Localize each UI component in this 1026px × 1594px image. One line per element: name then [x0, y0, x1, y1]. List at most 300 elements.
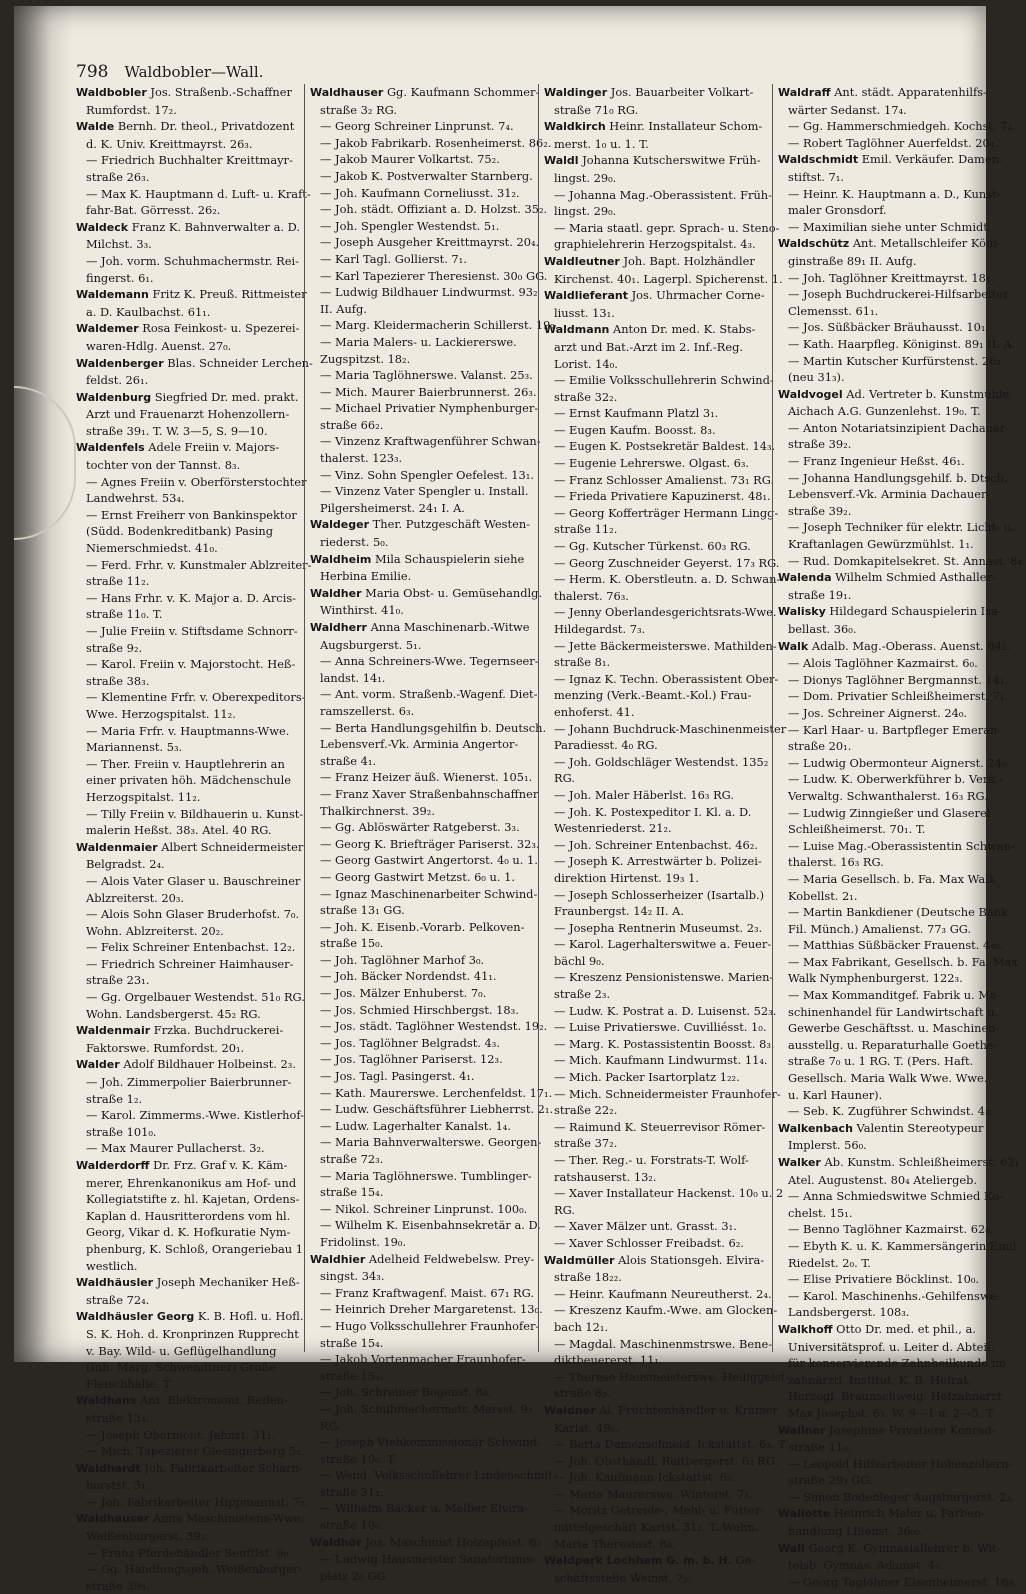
directory-entry-line — [778, 1238, 1017, 1255]
entry-text: Lebensverf.-Vk. Arminia Angertor- — [320, 737, 519, 752]
directory-entry-line — [76, 789, 294, 806]
directory-entry-line — [310, 952, 528, 969]
directory-entry-heading — [76, 1157, 294, 1175]
directory-entry-line — [544, 986, 762, 1003]
entry-text: — Joseph Techniker für elektr. Licht- u. — [788, 520, 1015, 535]
directory-entry-line — [778, 135, 996, 152]
directory-entry-heading — [544, 253, 762, 271]
entry-text: Josephine Privatiere Konrad- — [825, 1422, 996, 1437]
column-3 — [538, 84, 790, 1585]
entry-text: — Johanna Handlungsgehilf. b. Dtsch. — [788, 470, 1008, 485]
directory-entry-line — [544, 271, 783, 288]
entry-text: straße 39₂. — [788, 437, 852, 452]
entry-text: Ant. städt. Apparatenhilfs- — [830, 85, 987, 99]
entry-text: Winthirst. 41₀. — [320, 603, 404, 618]
entry-text: diktbeuererst. 11₁. — [554, 1353, 663, 1368]
entry-text: — Wilhelm K. Eisenbahnsekretär a. D. — [320, 1218, 541, 1233]
directory-entry-line — [76, 1107, 305, 1124]
entry-text: straße 13₄. — [86, 1410, 150, 1425]
directory-entry-line — [778, 519, 1015, 536]
entry-text: — Wilhelm Bäcker u. Melber Elvira- — [320, 1501, 529, 1516]
surname: Waldhardt — [76, 1461, 141, 1475]
entry-text: RG. — [554, 771, 575, 786]
entry-text: straße 37₂. — [554, 1136, 618, 1151]
entry-text: — Jos. Taglöhner Pariserst. 12₃. — [320, 1052, 503, 1067]
entry-text: — Georg Gastwirt Angertorst. 4₀ u. 1. — [320, 853, 538, 868]
directory-entry-line — [544, 203, 762, 220]
surname: Waldhör — [310, 1535, 362, 1549]
entry-text: bach 12₁. — [554, 1319, 609, 1334]
directory-entry-line — [76, 423, 294, 440]
directory-entry-line — [76, 623, 298, 640]
directory-entry-line — [76, 923, 294, 940]
directory-entry-heading — [544, 1252, 765, 1270]
entry-text: — Joh. Obsthändl. Reitbergerst. 6₂ RG. — [554, 1453, 779, 1468]
entry-text: — Michael Privatier Nymphenburger- — [320, 401, 539, 416]
entry-text: Lorist. 14₀. — [554, 356, 618, 371]
directory-entry-line — [778, 369, 996, 386]
entry-text: straße 72₄. — [86, 1292, 150, 1307]
directory-entry-line — [310, 1285, 534, 1302]
entry-text: merer, Ehrenkanonikus am Hof- und — [86, 1175, 297, 1190]
entry-text: enhoferst. 41. — [554, 704, 635, 719]
entry-text: — Ludw. Geschäftsführer Liebherrst. 2₁. — [320, 1102, 554, 1117]
entry-text: feldst. 26₁. — [86, 373, 149, 388]
directory-entry-line — [310, 1184, 528, 1201]
surname: Wallner — [778, 1423, 826, 1437]
page-header — [76, 62, 263, 84]
entry-text: Franz K. Bahnverwalter a. D. — [128, 219, 300, 234]
entry-text: straße 38₃. — [86, 673, 150, 688]
entry-text: — Seb. K. Zugführer Schwindst. 4₃. — [788, 1104, 994, 1119]
entry-text: Adalb. Mag.-Oberass. Auenst. 84₂. — [808, 638, 1011, 653]
running-head: Waldbobler—Wall. — [124, 63, 264, 81]
entry-text: — Martin Kutscher Kurfürstenst. 26₃ — [788, 353, 1001, 368]
entry-text: — Xaver Schlosser Freibadst. 6₂. — [554, 1235, 744, 1250]
surname: Waldvogel — [778, 387, 843, 401]
entry-text: — Martin Bankdiener (Deutsche Bank — [788, 905, 1008, 920]
entry-text: — Leopold Hilfsarbeiter Hohenzollern- — [788, 1456, 1013, 1471]
entry-text: Verwaltg. Schwanthalerst. 16₃ RG. — [788, 788, 988, 803]
directory-entry-line — [76, 1494, 309, 1511]
directory-entry-line — [76, 989, 305, 1006]
directory-entry-line — [544, 1052, 768, 1069]
entry-text: — Maria Taglöhnerswe. Tumblinger- — [320, 1168, 532, 1183]
entry-text: Adelheid Feldwebelsw. Prey- — [365, 1251, 535, 1266]
entry-text: Zugspitzst. 18₂. — [320, 351, 411, 366]
directory-entry-line — [544, 903, 762, 920]
directory-entry-line — [76, 490, 294, 507]
entry-text: Milchst. 3₃. — [86, 237, 152, 252]
directory-entry-line — [544, 654, 762, 671]
entry-text: — Ludwig Bildhauer Lindwurmst. 93₂ — [320, 285, 538, 300]
directory-entry-line — [76, 772, 294, 789]
directory-entry-line — [76, 1040, 294, 1057]
directory-entry-line — [544, 638, 777, 655]
entry-text: — Joh. Kaufmann Ickstattst. 6₃. — [554, 1470, 735, 1485]
entry-text: Al. Früchtenhändler u. Krämer — [595, 1402, 778, 1417]
entry-text: für konservierende Zahnheilkunde im — [788, 1356, 1007, 1371]
directory-entry-line — [76, 656, 294, 673]
directory-entry-line — [310, 1551, 536, 1568]
entry-text: straße 13₁ GG. — [320, 903, 405, 918]
directory-entry-line — [76, 706, 294, 723]
directory-entry-line — [76, 540, 294, 557]
entry-text: — Jakob Fabrikarb. Rosenheimerst. 86₂. — [320, 135, 552, 150]
entry-text: Ad. Vertreter b. Kunstmühle — [842, 386, 1010, 401]
entry-text: — Kath. Maurerswe. Lerchenfeldst. 17₁. — [320, 1085, 553, 1100]
entry-text: straße 11₀. T. — [86, 607, 163, 622]
directory-entry-line — [544, 505, 779, 522]
directory-entry-line — [544, 488, 771, 505]
entry-text: straße 72₃. — [320, 1152, 384, 1166]
directory-entry-line — [778, 536, 996, 553]
directory-entry-line — [544, 1502, 765, 1519]
entry-text: — Joh. städt. Offiziant a. D. Holzst. 35₂. — [320, 202, 548, 217]
directory-entry-line — [310, 653, 539, 670]
directory-entry-line — [544, 1570, 762, 1587]
directory-entry-line — [310, 384, 537, 401]
directory-entry-line — [778, 102, 996, 119]
entry-text: Ant. Metallschleifer Köni- — [849, 236, 1001, 251]
directory-entry-line — [778, 904, 1008, 921]
entry-text: — Kath. Haarpfleg. Königinst. 89₁ II. A. — [788, 336, 1016, 351]
surname: Waldhier — [310, 1252, 366, 1266]
directory-entry-line — [778, 169, 996, 186]
directory-entry-line — [778, 1472, 996, 1489]
entry-text: straße 39₁. T. W. 3—5, S. 9—10. — [86, 423, 268, 438]
directory-entry-line — [778, 1372, 996, 1389]
entry-text: — Joh. Bäcker Nordendst. 41₁. — [320, 969, 497, 984]
entry-text: phenburg, K. Schloß, Orangeriebau 1 — [86, 1241, 303, 1256]
entry-text: Mila Schauspielerin siehe — [371, 551, 525, 566]
entry-text: — Karl Haar- u. Bartpfleger Emeran- — [788, 722, 1002, 737]
directory-entry-line — [778, 921, 996, 938]
directory-entry-line — [76, 1326, 299, 1343]
surname: Waldbobler — [76, 86, 147, 99]
directory-entry-line — [778, 1405, 996, 1422]
entry-text: — Franz Schlosser Amalienst. 73₁ RG. — [554, 472, 775, 487]
directory-entry-line — [310, 1217, 541, 1234]
surname: Waldherr — [310, 621, 367, 634]
entry-text: — Joh. Fabrikarbeiter Hippmannst. 7₂. — [86, 1494, 309, 1509]
entry-text: — Maximilian siehe unter Schmidt. — [788, 219, 992, 234]
directory-entry-heading — [76, 1308, 304, 1326]
entry-text: straße 22₂. — [554, 1103, 618, 1118]
directory-entry-line — [76, 906, 300, 923]
directory-entry-line — [76, 890, 294, 907]
entry-text: — Ignaz Maschinenarbeiter Schwind- — [320, 886, 538, 901]
directory-entry-line — [76, 806, 304, 823]
directory-entry-heading — [76, 839, 304, 857]
directory-entry-line — [76, 507, 297, 524]
directory-page — [14, 6, 1026, 1593]
directory-entry-line — [310, 1151, 528, 1168]
entry-text: — Alois Vater Glaser u. Bauschreiner — [86, 873, 301, 888]
entry-text: schäftsstelle Weinst. 7₂. — [554, 1570, 692, 1585]
directory-entry-line — [76, 1191, 300, 1208]
entry-text: Jos. Maschinist Holzapfelst. 6₂ — [361, 1534, 542, 1549]
entry-text: Pilgersheimerst. 24₁ I. A. — [320, 500, 465, 515]
entry-text: straße 26₃. — [86, 169, 150, 184]
entry-text: — Vinz. Sohn Spengler Oefelest. 13₁. — [320, 467, 534, 482]
directory-entry-line — [310, 568, 528, 585]
directory-entry-line — [310, 769, 533, 786]
entry-text: — Simon Bodenleger Augsburgerst. 2₃. — [788, 1489, 1015, 1504]
entry-text: Landsbergerst. 108₃. — [788, 1305, 910, 1320]
entry-text: (neu 31₃). — [788, 370, 845, 385]
directory-entry-line — [544, 1169, 762, 1186]
entry-text: — Karl Tapezierer Theresienst. 30₀ GG. — [320, 268, 548, 283]
entry-text: Fil. Münch.) Amalienst. 77₃ GG. — [788, 921, 972, 936]
entry-text: Universitätsprof. u. Leiter d. Abteil. — [788, 1339, 995, 1354]
surname: Walk — [778, 639, 809, 653]
entry-text: — Julie Freiin v. Stiftsdame Schnorr- — [86, 624, 298, 638]
directory-entry-line — [310, 1201, 528, 1218]
directory-entry-line — [544, 1102, 762, 1119]
directory-entry-heading — [778, 603, 1002, 621]
directory-entry-line — [76, 474, 307, 491]
entry-text: — Raimund K. Steuerrevisor Römer- — [554, 1119, 766, 1134]
entry-text: — Jos. Süßbäcker Bräuhausst. 10₁. — [788, 320, 990, 335]
entry-text: tochter von der Tannst. 8₃. — [86, 458, 241, 473]
entry-text: zahnärztl. Institut, K. B. Hofrat, — [788, 1372, 972, 1387]
directory-entry-heading — [76, 439, 294, 457]
directory-entry-line — [310, 1451, 528, 1468]
entry-text: — Franz Pferdehändler Senftlst. 9₀. — [86, 1545, 292, 1560]
directory-entry-line — [778, 1188, 1003, 1205]
entry-text: v. Bay. Wild- u. Geflügelhandlung — [86, 1343, 277, 1358]
entry-text: Adolf Bildhauer Holbeinst. 2₃. — [119, 1057, 296, 1072]
entry-text: Otto Dr. med. et phil., a. — [832, 1321, 976, 1336]
directory-entry-line — [310, 935, 528, 952]
directory-entry-heading — [76, 355, 313, 373]
entry-text: straße 20₁. — [788, 739, 852, 754]
entry-text: straße 8₁. — [554, 655, 611, 670]
directory-entry-line — [544, 737, 762, 754]
directory-entry-line — [76, 873, 301, 890]
entry-text: thalerst. 76₃. — [554, 588, 629, 603]
entry-text: Ther. Putzgeschäft Westen- — [369, 517, 531, 532]
directory-entry-heading — [544, 152, 762, 170]
entry-text: — Hans Frhr. v. K. Major a. D. Arcis- — [86, 590, 297, 605]
surname: Waldemer — [76, 322, 139, 336]
directory-entry-line — [778, 937, 1003, 954]
entry-text: Heinrich Maler u. Farben- — [830, 1506, 986, 1521]
entry-text: — Eugen K. Postsekretär Baldest. 14₃. — [554, 439, 776, 454]
directory-entry-line — [310, 819, 528, 836]
entry-text: — Rud. Domkapitelsekret. St. Annast. 8₄. — [788, 553, 1026, 568]
entry-text: — Jakob Maurer Volkartst. 75₂. — [320, 152, 500, 167]
surname: Waldkirch — [544, 120, 606, 134]
directory-entry-line — [544, 887, 765, 904]
entry-text: Dr. Frz. Graf v. K. Käm- — [149, 1158, 288, 1172]
entry-text: — Joh. Schreiner Entenbachst. 46₂. — [554, 837, 758, 852]
directory-entry-line — [778, 1103, 996, 1120]
entry-text: Kobellst. 2₁. — [788, 888, 858, 903]
directory-entry-line — [544, 853, 762, 870]
directory-entry-line — [778, 253, 996, 270]
directory-entry-line — [778, 336, 1016, 353]
entry-text: — Ferd. Frhr. v. Kunstmaler Ablzreiter- — [86, 557, 312, 572]
directory-entry-line — [544, 1019, 767, 1036]
entry-text: — Karol. Maschinenhs.-Gehilfenswe. — [788, 1288, 1000, 1303]
directory-entry-line — [310, 703, 528, 720]
entry-text: Aichach A.G. Gunzenlehst. 19₀. T. — [788, 404, 981, 419]
directory-entry-line — [76, 1443, 305, 1460]
directory-entry-line — [310, 670, 528, 687]
directory-entry-line — [310, 968, 528, 985]
directory-entry-line — [544, 936, 772, 953]
entry-text: — Georg Gastwirt Metzst. 6₀ u. 1. — [320, 869, 515, 884]
directory-entry-line — [76, 1006, 294, 1023]
surname: Waldlieferant — [544, 289, 628, 303]
directory-entry-line — [778, 286, 1009, 303]
directory-entry-line — [544, 1453, 779, 1470]
entry-text: — Eugen Kaufm. Boosst. 8₃. — [554, 422, 716, 437]
directory-entry-line — [76, 1545, 294, 1562]
directory-entry-line — [544, 754, 769, 771]
surname: Waldeger — [310, 518, 370, 532]
surname: Waldenburg — [76, 390, 152, 404]
entry-text: — Maria Frfr. v. Hauptmanns-Wwe. — [86, 723, 290, 738]
directory-entry-line — [76, 739, 294, 756]
entry-text: Arzt und Frauenarzt Hohenzollern- — [86, 407, 290, 422]
entry-text: — Joh. K. Eisenb.-Vorarb. Pelkoven- — [320, 919, 525, 934]
directory-entry-line — [544, 1069, 762, 1086]
directory-entry-line — [778, 755, 1011, 772]
directory-entry-line — [544, 187, 772, 204]
directory-entry-line — [544, 1436, 788, 1453]
entry-text: — Karol. Freiin v. Majorstocht. Heß- — [86, 657, 296, 672]
directory-entry-line — [310, 1268, 528, 1285]
entry-text: — Maria Bahnverwalterswe. Georgen- — [320, 1135, 542, 1150]
directory-entry-line — [310, 433, 541, 450]
entry-text: — Wend. Volksschullehrer Lindenschmit- — [320, 1468, 557, 1483]
directory-entry-line — [310, 902, 528, 919]
entry-text: — Alois Taglöhner Kazmairst. 6₀. — [788, 656, 978, 671]
entry-text: — Friedrich Buchhalter Kreittmayr- — [86, 153, 293, 168]
entry-text: — Maria Maurerswe. Winterst. 7₃. — [554, 1486, 753, 1501]
directory-entry-line — [76, 822, 294, 839]
entry-text: einer privaten höh. Mädchenschule — [86, 773, 291, 788]
directory-entry-line — [544, 953, 762, 970]
entry-text: straße 31₁. — [320, 1484, 384, 1499]
directory-entry-heading — [76, 84, 294, 102]
directory-entry-line — [76, 1359, 294, 1376]
entry-text: — Ludwig Obermonteur Aignerst. 24₀. — [788, 755, 1011, 770]
directory-entry-line — [544, 389, 762, 406]
directory-entry-line — [544, 721, 787, 738]
directory-entry-line — [310, 686, 538, 703]
entry-text: — Georg Schreiner Linprunst. 7₄. — [320, 119, 514, 134]
directory-entry-line — [310, 367, 533, 384]
entry-text: — Gg. Handlungsgeh. Weißenburger- — [86, 1562, 303, 1577]
entry-text: straße 11₀. — [788, 1440, 852, 1455]
entry-text: — Ant. vorm. Straßenb.-Wagenf. Diet- — [320, 687, 538, 702]
entry-text: — Kreszenz Kaufm.-Wwe. am Glocken- — [554, 1303, 778, 1318]
entry-text: Faktorswe. Rumfordst. 20₁. — [86, 1040, 245, 1055]
directory-entry-line — [544, 1152, 762, 1169]
directory-entry-line — [778, 319, 996, 336]
entry-text: Kollegiatstifte z. hl. Kajetan, Ordens- — [86, 1192, 300, 1207]
entry-text: Maria Theresiast. 8₀. — [554, 1536, 676, 1551]
entry-text: Frzka. Buchdruckerei- — [150, 1023, 284, 1038]
directory-entry-line — [310, 736, 528, 753]
directory-entry-line — [544, 1369, 790, 1386]
entry-text: straße 10₀. — [320, 1518, 384, 1533]
entry-text: straße 3₂ RG. — [320, 102, 397, 117]
entry-text: — Therese Hausmeisterswe. Heiliggeist- — [554, 1369, 790, 1384]
entry-text: — Maria Gesellsch. b. Fa. Max Walk — [788, 871, 996, 886]
directory-entry-line — [544, 1003, 777, 1020]
entry-text: — Gg. Orgelbauer Westendst. 51₀ RG. — [86, 990, 305, 1005]
directory-entry-line — [76, 590, 297, 607]
entry-text: Anna Maschinenarb.-Witwe — [366, 620, 530, 634]
directory-entry-line — [310, 1101, 554, 1118]
directory-entry-line — [778, 1388, 1002, 1405]
directory-entry-line — [778, 1205, 996, 1222]
directory-entry-line — [310, 1384, 528, 1401]
directory-entry-line — [310, 467, 534, 484]
directory-entry-line — [76, 1410, 294, 1427]
surname: Waldhauser — [310, 86, 384, 99]
entry-text: Wohn. Ablzreiterst. 20₂. — [86, 923, 224, 938]
directory-entry-line — [76, 939, 294, 956]
directory-entry-line — [544, 356, 762, 373]
directory-entry-line — [778, 1523, 996, 1540]
entry-text: Ablzreiterst. 20₃. — [86, 890, 185, 905]
directory-entry-line — [310, 1085, 553, 1102]
directory-entry-heading — [310, 516, 531, 534]
directory-entry-line — [544, 305, 762, 322]
directory-entry-line — [76, 457, 294, 474]
entry-text: riederst. 5₀. — [320, 535, 389, 550]
entry-text: graphielehrerin Herzogspitalst. 4₃. — [554, 237, 756, 252]
entry-text: Joh. Fabrikarbeiter Scharn- — [140, 1460, 303, 1475]
directory-entry-heading — [544, 321, 762, 339]
entry-text: Jos. Uhrmacher Corne- — [628, 288, 765, 303]
directory-entry-line — [310, 118, 528, 135]
entry-text: — Ernst Freiherr von Bankinspektor — [86, 507, 297, 522]
entry-text: straße 23₁. — [86, 973, 150, 988]
directory-entry-line — [310, 284, 538, 301]
entry-text: telsb. Gymnas. Adamst. 4₃. — [788, 1558, 944, 1573]
entry-text: Kirchenst. 40₁. Lagerpl. Spicherenst. 1. — [554, 271, 783, 286]
entry-text: Niemerschmiedst. 41₀. — [86, 541, 218, 556]
entry-text: — Josepha Rentnerin Museumst. 2₃. — [554, 920, 763, 935]
directory-entry-line — [778, 1137, 996, 1154]
directory-entry-line — [310, 135, 552, 152]
entry-text: straße 19₁. — [788, 587, 852, 602]
directory-entry-line — [76, 152, 294, 169]
surname: Waldenfels — [76, 441, 145, 455]
entry-text: — Ludwig Hausmeister Sanatoriums- — [320, 1552, 536, 1567]
entry-text: — Nikol. Schreiner Linprunst. 100₀. — [320, 1201, 528, 1216]
entry-text: — Jette Bäckermeisterswe. Mathilden- — [554, 638, 777, 653]
directory-entry-line — [544, 1036, 775, 1053]
directory-entry-line — [310, 803, 528, 820]
entry-text: Implerst. 56₀. — [788, 1138, 867, 1153]
directory-entry-line — [778, 1355, 1007, 1372]
directory-entry-line — [310, 351, 528, 368]
surname: Waldl — [544, 154, 579, 168]
entry-text: — Magdal. Maschinenmstrswe. Bene- — [554, 1336, 773, 1351]
directory-entry-line — [778, 705, 996, 722]
directory-entry-line — [76, 304, 294, 321]
directory-entry-line — [310, 1134, 542, 1151]
entry-text: schinenhandel für Landwirtschaft u. — [788, 1004, 999, 1019]
